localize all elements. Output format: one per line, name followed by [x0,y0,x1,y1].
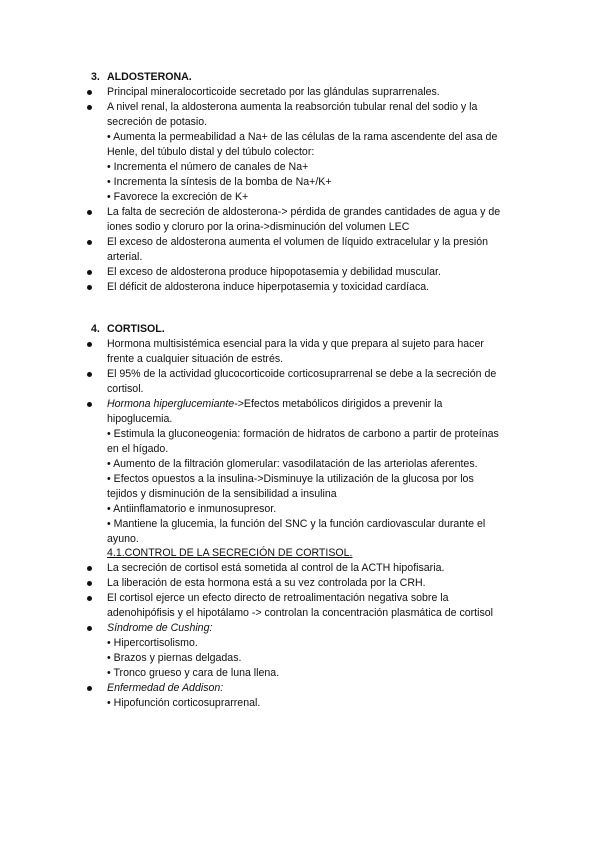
list-item-continuation: arterial. [107,251,143,263]
list-item: La falta de secreción de aldosterona-> pérdida de grandes cantidades de agua y de [107,206,501,218]
list-item-continuation: iones sodio y cloruro por la orina->disminución del volumen LEC [107,221,410,233]
list-item: La secreción de cortisol está sometida al control de la ACTH hipofisaria. [107,562,445,574]
bullet-icon [87,342,92,347]
bullet-icon [87,626,92,631]
sub-item: • Tronco grueso y cara de luna llena. [107,667,280,679]
addison-title: Enfermedad de Addison: [107,682,224,694]
section-3-number: 3. [91,71,100,83]
list-item-continuation: adenohipófisis y el hipotálamo -> controlan la concentración plasmática de cortisol [107,607,494,619]
list-item-continuation: cortisol. [107,383,144,395]
bullet-icon [87,240,92,245]
list-item: La liberación de esta hormona está a su vez controlada por la CRH. [107,577,426,589]
list-item: Hormona multisistémica esencial para la vida y que prepara al sujeto para hacer [107,338,484,350]
list-item: A nivel renal, la aldosterona aumenta la reabsorción tubular renal del sodio y la [107,101,478,113]
list-item-continuation: hipoglucemia. [107,413,173,425]
sub-item: • Aumenta la permeabilidad a Na+ de las células de la rama ascendente del asa de [107,131,498,143]
bullet-icon [87,270,92,275]
bullet-icon [87,581,92,586]
bullet-icon [87,105,92,110]
bullet-icon [87,566,92,571]
sub-item: • Brazos y piernas delgadas. [107,652,242,664]
section-4-title: CORTISOL. [107,323,165,335]
bullet-icon [87,285,92,290]
sub-item-continuation: en el hígado. [107,443,169,455]
subsection-heading: 4.1.CONTROL DE LA SECRECIÓN DE CORTISOL. [107,547,353,559]
cushing-title: Síndrome de Cushing: [107,622,213,634]
section-3-heading [91,70,192,84]
sub-item: • Hipofunción corticosuprarrenal. [107,697,261,709]
sub-item: • Efectos opuestos a la insulina->Disminuye la utilización de la glucosa por los [107,473,474,485]
section-4-heading [91,322,165,336]
bullet-icon [87,402,92,407]
list-item-continuation: frente a cualquier situación de estrés. [107,353,284,365]
sub-item: • Estimula la gluconeogenia: formación de hidratos de carbono a partir de proteínas [107,428,499,440]
sub-item: • Incrementa el número de canales de Na+ [107,161,309,173]
list-item-continuation: secreción de potasio. [107,116,208,128]
section-4-number: 4. [91,323,100,335]
hormone-label: Hormona hiperglucemiante [107,398,235,410]
bullet-icon [87,686,92,691]
sub-item-continuation: tejidos y disminución de la sensibilidad a insulina [107,488,337,500]
sub-item: • Hipercortisolismo. [107,637,198,649]
bullet-icon [87,210,92,215]
hormone-effects-text: ->Efectos metabólicos dirigidos a prevenir la [234,398,443,410]
bullet-icon [87,596,92,601]
sub-item: • Incrementa la síntesis de la bomba de Na+/K+ [107,176,332,188]
section-3-title: ALDOSTERONA. [107,71,192,83]
list-item: El déficit de aldosterona induce hiperpotasemia y toxicidad cardíaca. [107,281,430,293]
sub-item-continuation: Henle, del túbulo distal y del túbulo colector: [107,146,315,158]
list-item: El 95% de la actividad glucocorticoide corticosuprarrenal se debe a la secreción de [107,368,497,380]
sub-item: • Antiinflamatorio e inmunosupresor. [107,503,277,515]
list-item: Principal mineralocorticoide secretado por las glándulas suprarrenales. [107,86,440,98]
sub-item-continuation: ayuno. [107,533,139,545]
bullet-icon [87,90,92,95]
bullet-icon [87,372,92,377]
sub-item: • Aumento de la filtración glomerular: vasodilatación de las arteriolas aferentes. [107,458,478,470]
list-item: El cortisol ejerce un efecto directo de retroalimentación negativa sobre la [107,592,449,604]
list-item: El exceso de aldosterona aumenta el volumen de líquido extracelular y la presión [107,236,489,248]
list-item: El exceso de aldosterona produce hipopotasemia y debilidad muscular. [107,266,441,278]
sub-item: • Mantiene la glucemia, la función del SNC y la función cardiovascular durante el [107,518,486,530]
list-item [107,397,442,411]
sub-item: • Favorece la excreción de K+ [107,191,249,203]
